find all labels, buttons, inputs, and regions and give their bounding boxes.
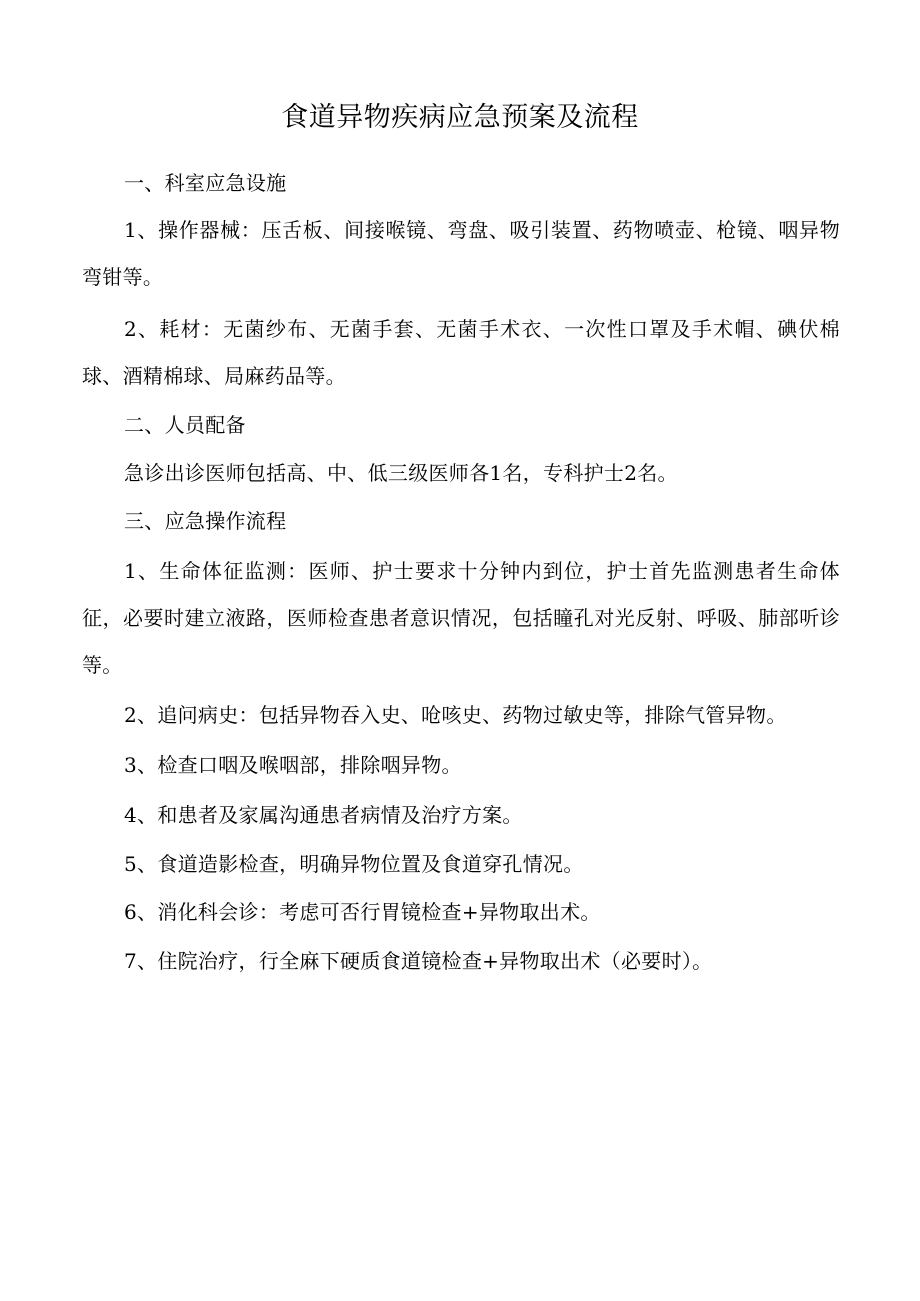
paragraph-consumables: 2、耗材：无菌纱布、无菌手套、无菌手术衣、一次性口罩及手术帽、碘伏棉球、酒精棉球、局麻药品等。 [82,317,840,388]
paragraph-instruments: 1、操作器械：压舌板、间接喉镜、弯盘、吸引装置、药物喷壶、枪镜、咽异物弯钳等。 [82,218,840,289]
paragraph-step-2: 2、追问病史：包括异物吞入史、呛咳史、药物过敏史等，排除气管异物。 [124,703,787,727]
section-heading-staffing: 二、人员配备 [124,413,246,437]
document-title: 食道异物疾病应急预案及流程 [281,102,639,133]
paragraph-step-3: 3、检查口咽及喉咽部，排除咽异物。 [124,753,462,777]
paragraph-step-5: 5、食道造影检查，明确异物位置及食道穿孔情况。 [124,852,584,876]
section-heading-procedure: 三、应急操作流程 [124,509,287,533]
section-heading-facilities: 一、科室应急设施 [124,171,287,195]
paragraph-step-7: 7、住院治疗，行全麻下硬质食道镜检查+异物取出术（必要时）。 [124,949,713,973]
paragraph-step-4: 4、和患者及家属沟通患者病情及治疗方案。 [124,803,523,827]
paragraph-step-6: 6、消化科会诊：考虑可否行胃镜检查+异物取出术。 [124,900,601,924]
paragraph-step-1: 1、生命体征监测：医师、护士要求十分钟内到位，护士首先监测患者生命体征，必要时建立液路，医师检查患者意识情况，包括瞳孔对光反射、呼吸、肺部听诊等。 [82,559,840,677]
paragraph-staffing: 急诊出诊医师包括高、中、低三级医师各1名，专科护士2名。 [124,461,678,485]
